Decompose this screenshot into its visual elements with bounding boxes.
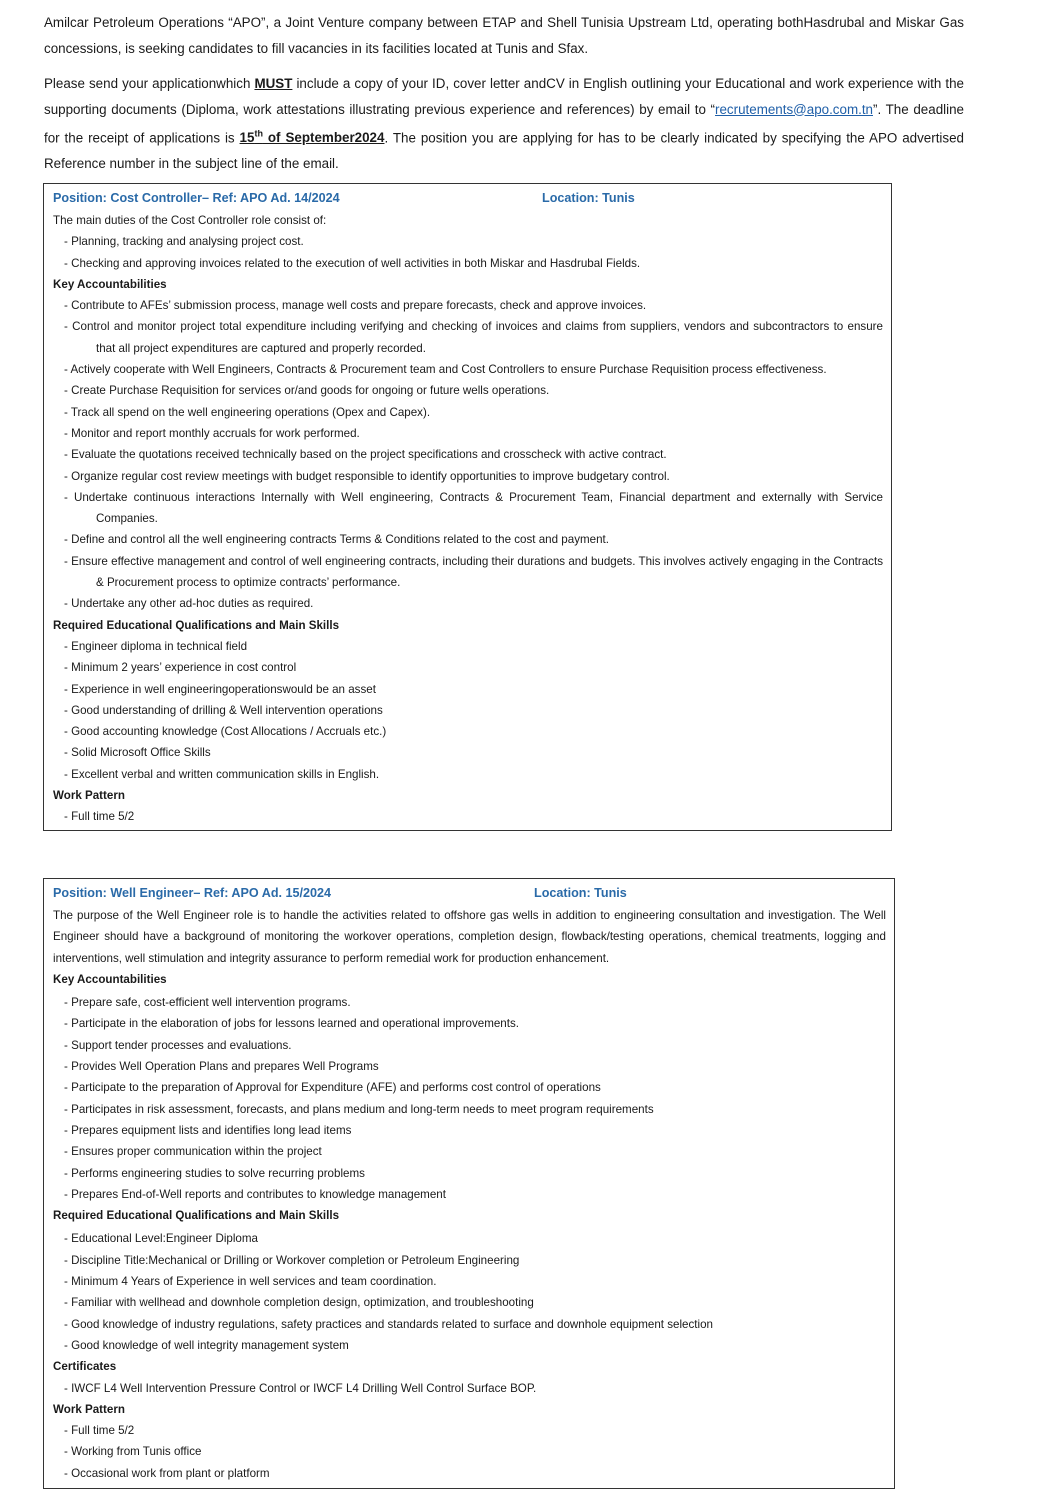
list-item: - Occasional work from plant or platform	[64, 1466, 270, 1480]
position-header	[53, 188, 883, 208]
intro-section	[44, 10, 964, 186]
list-item: - Undertake any other ad-hoc duties as required.	[64, 597, 314, 611]
list-item: - Participate to the preparation of Approval for Expenditure (AFE) and performs cost control of operations	[64, 1081, 601, 1095]
deadline-date	[240, 130, 385, 145]
list-item: - Ensure effective management and control of well engineering contracts, including their durations and budgets. This involves actively engaging in the Contracts & Procurement process to optimize contracts’ performance.	[64, 554, 883, 590]
list-item: - Track all spend on the well engineering operations (Opex and Capex).	[64, 405, 431, 419]
list-item: - Provides Well Operation Plans and prepares Well Programs	[64, 1060, 379, 1074]
position-title: Position: Well Engineer– Ref: APO Ad. 15/2024	[53, 886, 332, 900]
position-well-engineer	[43, 878, 895, 1489]
application-text-1: Please send your applicationwhich	[44, 76, 255, 91]
list-item: - Support tender processes and evaluations.	[64, 1038, 292, 1052]
list-item: - Discipline Title:Mechanical or Drilling or Workover completion or Petroleum Engineering	[64, 1253, 520, 1267]
list-item: - Familiar with wellhead and downhole completion design, optimization, and troubleshooting	[64, 1296, 534, 1310]
list-item: - Participates in risk assessment, forecasts, and plans medium and long-term needs to meet program requirements	[64, 1102, 654, 1116]
list-item: - Contribute to AFEs’ submission process, manage well costs and prepare forecasts, check and approve invoices.	[64, 299, 647, 313]
list-item: - Participate in the elaboration of jobs for lessons learned and operational improvements.	[64, 1017, 519, 1031]
must-emphasis: MUST	[254, 76, 293, 91]
section-heading-work-pattern: Work Pattern	[53, 789, 125, 803]
section-heading-requirements: Required Educational Qualifications and Main Skills	[53, 618, 340, 632]
list-item: - Actively cooperate with Well Engineers, Contracts & Procurement team and Cost Controllers to ensure Purchase Requisition process effectiveness.	[64, 363, 827, 377]
position-title: Position: Cost Controller– Ref: APO Ad. 14/2024	[53, 191, 340, 205]
position-location: Location: Tunis	[542, 191, 635, 205]
list-item: - Full time 5/2	[64, 1424, 135, 1438]
deadline-suffix: th	[254, 129, 263, 139]
list-item: - Good knowledge of industry regulations, safety practices and standards related to surface and downhole equipment selection	[64, 1317, 713, 1331]
list-item: - Undertake continuous interactions Internally with Well engineering, Contracts & Procurement Team, Financial department and externally with Service Companies.	[64, 490, 883, 526]
list-item: - Prepares equipment lists and identifies long lead items	[64, 1123, 352, 1137]
list-item: - Organize regular cost review meetings with budget responsible to identify opportunities to improve budgetary control.	[64, 469, 670, 483]
list-item: - Excellent verbal and written communication skills in English.	[64, 767, 380, 781]
list-item: - Experience in well engineeringoperationswould be an asset	[64, 682, 376, 696]
position-header	[53, 883, 886, 903]
duty-item: - Planning, tracking and analysing project cost.	[64, 235, 304, 249]
list-item: - Good understanding of drilling & Well intervention operations	[64, 703, 383, 717]
section-heading-certificates: Certificates	[53, 1360, 117, 1374]
duties-intro: The main duties of the Cost Controller role consist of:	[53, 214, 327, 227]
list-item: - Monitor and report monthly accruals for work performed.	[64, 426, 360, 440]
list-item: - Prepares End-of-Well reports and contributes to knowledge management	[64, 1187, 446, 1201]
list-item: - Prepare safe, cost-efficient well intervention programs.	[64, 996, 351, 1010]
list-item: - Working from Tunis office	[64, 1445, 202, 1459]
list-item: - Create Purchase Requisition for services or/and goods for ongoing or future wells operations.	[64, 384, 550, 398]
duty-item: - Checking and approving invoices related to the execution of well activities in both Miskar and Hasdrubal Fields.	[64, 256, 641, 270]
list-item: - Solid Microsoft Office Skills	[64, 746, 211, 760]
section-heading-key-accountabilities: Key Accountabilities	[53, 277, 167, 291]
deadline-day: 15	[239, 130, 255, 146]
application-text-3: ”. The deadline for the receipt of applications is	[44, 101, 964, 146]
application-text-2: include a copy of your ID, cover letter andCV in English outlining your Educational and work experience with the supporting documents (Diploma, work attestations illustrating previous experience and references) by email to “	[44, 76, 964, 117]
role-purpose: The purpose of the Well Engineer role is to handle the activities related to offshore gas wells in addition to engineering consultation and investigation. The Well Engineer should have a background of monitoring the workover operations, completion design, flowback/testing operations, chemical treatments, logging and interventions, well stimulation and integrity assurance to perform remedial work for production enhancement.	[53, 909, 886, 965]
list-item: - Full time 5/2	[64, 810, 135, 824]
position-location: Location: Tunis	[534, 886, 627, 900]
position-cost-controller	[43, 183, 892, 831]
list-item: - Performs engineering studies to solve recurring problems	[64, 1166, 365, 1180]
section-heading-requirements: Required Educational Qualifications and Main Skills	[53, 1209, 340, 1223]
list-item: - Define and control all the well engineering contracts Terms & Conditions related to the cost and payment.	[64, 533, 609, 547]
list-item: - IWCF L4 Well Intervention Pressure Control or IWCF L4 Drilling Well Control Surface BOP.	[64, 1381, 537, 1395]
list-item: - Control and monitor project total expenditure including verifying and checking of invoices and claims from suppliers, vendors and subcontractors to ensure that all project expenditures are captured and properly recorded.	[64, 320, 883, 355]
intro-paragraph-company: Amilcar Petroleum Operations “APO”, a Joint Venture company between ETAP and Shell Tunisia Upstream Ltd, operating bothHasdrubal and Miskar Gas concessions, is seeking candidates to fill vacancies in its facilities located at Tunis and Sfax.	[44, 15, 964, 56]
list-item: - Good accounting knowledge (Cost Allocations / Accruals etc.)	[64, 725, 387, 739]
section-heading-work-pattern: Work Pattern	[53, 1402, 125, 1416]
intro-paragraph-application	[44, 71, 964, 176]
section-heading-key-accountabilities: Key Accountabilities	[53, 972, 167, 986]
deadline-month-year: of September2024	[262, 130, 385, 146]
list-item: - Minimum 2 years’ experience in cost control	[64, 661, 297, 675]
list-item: - Minimum 4 Years of Experience in well services and team coordination.	[64, 1275, 437, 1289]
email-link[interactable]: recrutements@apo.com.tn	[715, 101, 873, 117]
list-item: - Ensures proper communication within the project	[64, 1145, 322, 1159]
list-item: - Evaluate the quotations received technically based on the project specifications and crosscheck with active contract.	[64, 448, 667, 462]
application-text-4: . The position you are applying for has to be clearly indicated by specifying the APO advertised Reference number in the subject line of the email.	[44, 130, 964, 171]
list-item: - Engineer diploma in technical field	[64, 639, 248, 653]
list-item: - Good knowledge of well integrity management system	[64, 1338, 349, 1352]
list-item: - Educational Level:Engineer Diploma	[64, 1232, 258, 1246]
